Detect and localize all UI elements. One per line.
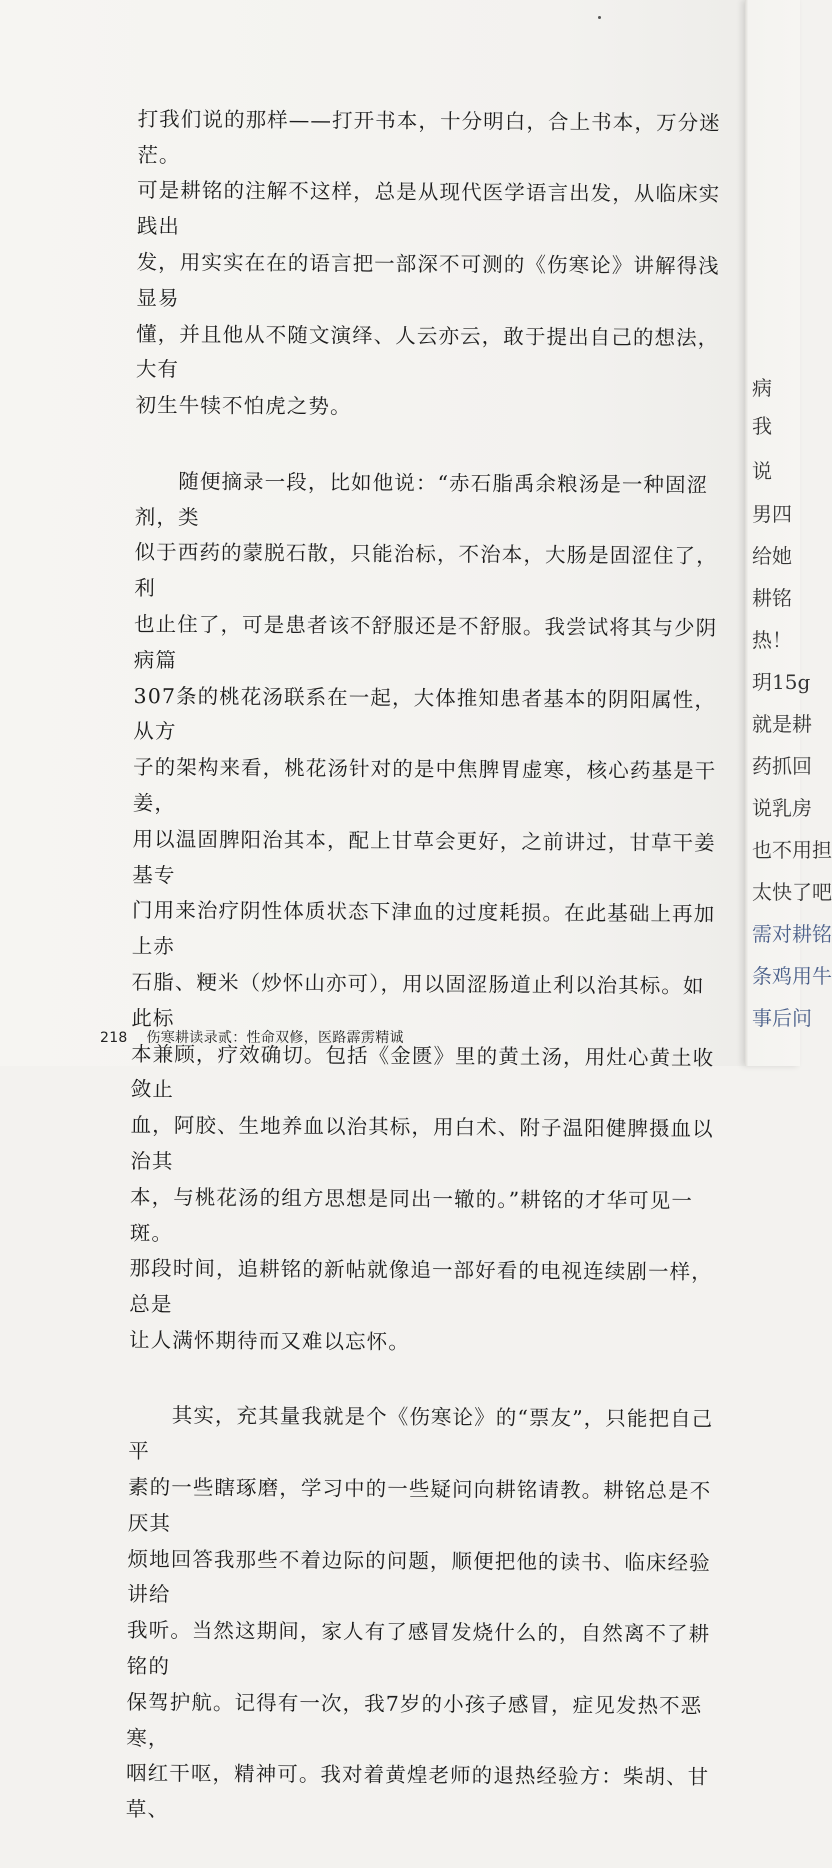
paragraph-1: 打我们说的那样——打开书本，十分明白，合上书本，万分迷茫。 可是耕铭的注解不这样，总是从现代医学语言出发，从临床实践出 发，用实实在在的语言把一部深不可测的《伤寒论》讲解得浅显易 懂，并且他从不随文演绎、人云亦云，敢于提出自己的想法，大有 初生牛犊不怕虎之势。 <box>135 106 721 419</box>
next-page-line: 耕铭 <box>752 586 792 610</box>
next-page-line: 太快了吧 <box>752 880 832 904</box>
next-page-line: 热！ <box>752 628 792 652</box>
next-page-line: 事后问 <box>752 1006 812 1030</box>
next-page-line: 也不用担 <box>752 838 832 862</box>
next-page-line: 男四 <box>752 502 792 526</box>
next-page-line: 给她 <box>752 544 792 568</box>
next-page-edge <box>745 0 832 1066</box>
page-footer <box>100 1027 404 1047</box>
next-page-line: 药抓回 <box>752 754 812 778</box>
next-page-line: 条鸡用牛 <box>752 964 832 988</box>
next-page-line: 我 <box>752 414 772 438</box>
next-page-line: 玥15g <box>752 670 811 694</box>
next-page-line: 说乳房 <box>752 796 812 820</box>
page-number: 218 <box>100 1030 128 1046</box>
next-page-line: 需对耕铭 <box>752 922 832 946</box>
paragraph-3: 其实，充其量我就是个《伤寒论》的“票友”，只能把自己平 素的一些瞎琢磨，学习中的一些疑问向耕铭请教。耕铭总是不厌其 烦地回答我那些不着边际的问题，顺便把他的读书、临床经验讲给 我听。当然这期间，家人有了感冒发烧什么的，自然离不了耕铭的 保驾护航。记得有一次，我7岁的小孩子感冒，症见发热不恶寒， 咽红干呕，精神可。我对着黄煌老师的退热经验方：柴胡、甘草、 <box>125 1403 714 1822</box>
next-page-line: 说 <box>752 459 772 483</box>
body-text <box>125 66 728 1868</box>
paragraph-2: 随便摘录一段，比如他说：“赤石脂禹余粮汤是一种固涩剂，类 似于西药的蒙脱石散，只能治标，不治本，大肠是固涩住了，利 也止住了，可是患者该不舒服还是不舒服。我尝试将其与少阴病篇 307条的桃花汤联系在一起，大体推知患者基本的阴阳属性，从方 子的架构来看，桃花汤针对的是中焦脾胃虚寒，核心药基是干姜， 用以温固脾阳治其本，配上甘草会更好，之前讲过，甘草干姜基专 门用来治疗阴性体质状态下津血的过度耗损。在此基础上再加上赤 石脂、粳米（炒怀山亦可），用以固涩肠道止利以治其标。如此标 本兼顾，疗效确切。包括《金匮》里的黄土汤，用灶心黄土收敛止 血，阿胶、生地养血以治其标，用白术、附子温阳健脾摄血以治其 本，与桃花汤的组方思想是同出一辙的。”耕铭的才华可见一斑。 那段时间，追耕铭的新帖就像追一部好看的电视连续剧一样，总是 让人满怀期待而又难以忘怀。 <box>129 468 718 1354</box>
speck-mark <box>598 16 601 19</box>
running-title: 伤寒耕读录贰：性命双修，医路霹雳精诚 <box>146 1030 404 1046</box>
next-page-line: 病 <box>752 376 772 400</box>
next-page-line: 就是耕 <box>752 712 812 736</box>
